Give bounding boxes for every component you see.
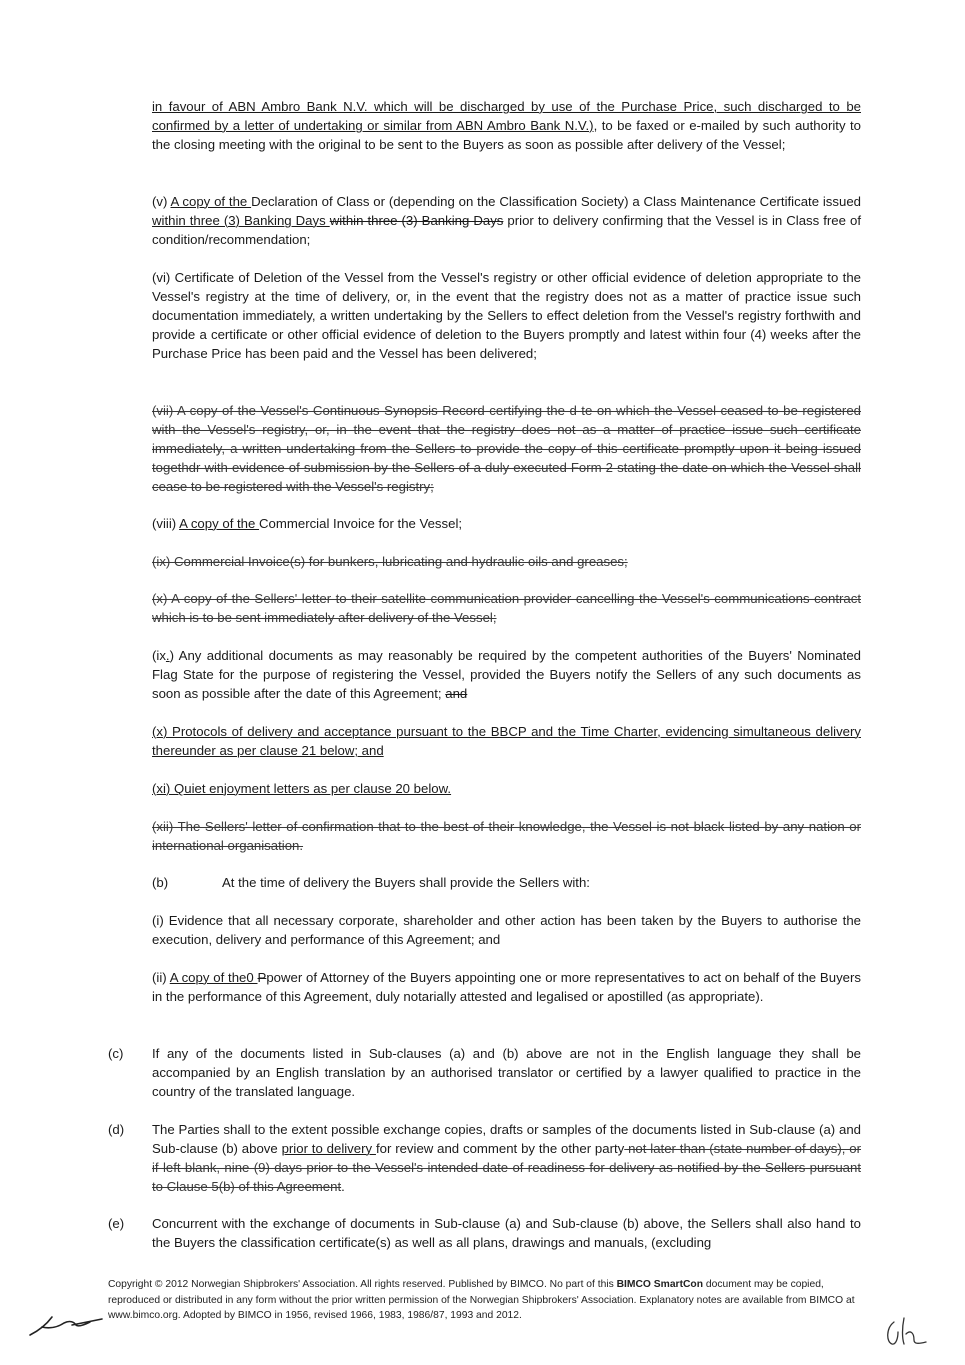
clause-label-b: (b) <box>152 875 169 890</box>
inserted-text: A copy of the <box>170 194 252 209</box>
paragraph-item-ix-deleted: (ix) Commercial Invoice(s) for bunkers, lubricating and hydraulic oils and greases; <box>152 554 628 569</box>
inserted-text: within three (3) Banking Days <box>152 213 330 228</box>
deleted-text: within three (3) Banking Days <box>329 213 504 228</box>
initials-right <box>882 1312 932 1352</box>
paragraph-item-vi: (vi) Certificate of Deletion of the Vessel from the Vessel's registry or other official evidence of deletion appropriate to the Vessel's registry at the time of delivery, or, in the event that the registry does not as a matter of practice issue such documentation immediately, a written undertaking by the Sellers to effect deletion from the Vessel's registry forthwith and provide a certificate or other official evidence of deletion to the Buyers promptly and latest within four (4) weeks after the Purchase Price has been paid and the Vessel has been delivered; <box>152 270 861 361</box>
inserted-text: A copy of the0 <box>169 970 258 985</box>
paragraph-text: prior to delivery confirming that the Vessel is in Class free of condition/recommendation; <box>152 213 861 247</box>
signature-left <box>28 1305 106 1341</box>
paragraph-text: power of Attorney of the Buyers appointing one or more representatives to act on behalf of the Buyers in the performance of this Agreement, duly notarially attested and legalised or apostilled (as appropriate). <box>152 970 861 1004</box>
item-number: (ix <box>152 648 166 663</box>
item-number: (v) <box>152 194 171 209</box>
paragraph-item-ix <box>152 646 861 703</box>
inserted-text: A copy of the <box>179 516 260 531</box>
paragraph-item-xi-inserted: (xi) Quiet enjoyment letters as per clause 20 below. <box>152 781 452 796</box>
paragraph-item-viii <box>152 514 861 533</box>
clause-label-e: (e) <box>108 1216 125 1231</box>
inserted-text: prior to delivery <box>281 1141 376 1156</box>
copyright-footer <box>108 1277 868 1324</box>
paragraph-item-xii-deleted: (xii) The Sellers' letter of confirmation that to the best of their knowledge, the Vessel is not black listed by any nation or international organisation. <box>152 819 861 853</box>
paragraph-item-x-deleted: (x) A copy of the Sellers' letter to their satellite communication provider cancelling the Vessel's communications contract which is to be sent immediately after delivery of the Vessel; <box>152 591 861 625</box>
paragraph-item-x-inserted: (x) Protocols of delivery and acceptance pursuant to the BBCP and the Time Charter, evidencing simultaneous delivery thereunder as per clause 21 below; and <box>152 724 861 758</box>
footer-brand: BIMCO SmartCon <box>616 1279 704 1290</box>
paragraph-text: for review and comment by the other party <box>375 1141 625 1156</box>
paragraph-continuation <box>152 97 861 154</box>
clause-label-c: (c) <box>108 1046 124 1061</box>
paragraph-text: Commercial Invoice for the Vessel; <box>259 516 463 531</box>
paragraph-text: Declaration of Class or (depending on the Classification Society) a Class Maintenance Certificate issued <box>251 194 861 209</box>
clause-e-text: Concurrent with the exchange of documents in Sub-clause (a) and Sub-clause (b) above, the Sellers shall also hand to the Buyers the classification certificate(s) as well as all plans, drawings and manuals, (excluding <box>152 1216 861 1250</box>
paragraph-b-i: (i) Evidence that all necessary corporate, shareholder and other action has been taken by the Buyers to authorise the execution, delivery and performance of this Agreement; and <box>152 913 861 947</box>
paragraph-text: The Parties shall to the extent possible exchange copies, drafts or samples of the documents listed in Sub-clause (a) and Sub-clause (b) above <box>152 1122 861 1156</box>
footer-text: document may be copied, reproduced or distributed in any form without the prior written permission of the Norwegian Shipbrokers' Association. Explanatory notes are available from BIMCO at www.bimco.org. Adopted by BIMCO in 1956, revised 1966, 1983, 1986/87, 1993 and 2012. <box>108 1279 855 1322</box>
paragraph-text: , to be faxed or e-mailed by such authority to the closing meeting with the original to be sent to the Buyers as soon as possible after delivery of the Vessel; <box>152 118 861 152</box>
footer-text: Copyright © 2012 Norwegian Shipbrokers' Association. All rights reserved. Published by BIMCO. No part of this <box>108 1279 617 1290</box>
clause-d-text <box>152 1120 861 1196</box>
item-number: (viii) <box>152 516 180 531</box>
paragraph-item-v <box>152 192 861 249</box>
inserted-text: in favour of ABN Ambro Bank N.V. which will be discharged by use of the Purchase Price, such discharged to be confirmed by a letter of undertaking or similar from ABN Ambro Bank N.V.) <box>152 99 861 133</box>
item-number: (ii) <box>152 970 170 985</box>
deleted-text: P <box>257 970 267 985</box>
paragraph-item-vii-deleted: (vii) A copy of the Vessel's Continuous Synopsis Record certifying the d te on which the Vessel ceased to be registered with the Vessel's registry, or, in the event that the registry does not as a matter of practice issue such certificate immediately, a written undertaking from the Sellers to provide the copy of this certificate promptly upon it being issued togethdr with evidence of submission by the Sellers of a duly executed Form 2 stating the date on which the Vessel shall cease to be registered with the Vessel's registry; <box>152 403 861 494</box>
paragraph-b-ii <box>152 968 861 1006</box>
deleted-text: and <box>445 686 468 701</box>
clause-label-d: (d) <box>108 1122 125 1137</box>
paragraph-text: ) Any additional documents as may reasonably be required by the competent authorities of the Buyers' Nominated Flag State for the purpose of registering the Vessel, provided the Buyers notify the Sellers of any such documents as soon as possible after the date of this Agreement; <box>152 648 861 701</box>
inserted-text: . <box>165 648 170 663</box>
deleted-text: not later than (state number of days), or if left blank, nine (9) days prior to the Vessel's intended date of readiness for delivery as notified by the Sellers pursuant to Clause 5(b) of this Agreement <box>152 1141 862 1194</box>
clause-b-text: At the time of delivery the Buyers shall provide the Sellers with: <box>222 875 590 890</box>
clause-c-text: If any of the documents listed in Sub-clauses (a) and (b) above are not in the English language they shall be accompanied by an English translation by an authorised translator or certified by a lawyer qualified to practice in the country of the translated language. <box>152 1046 861 1099</box>
paragraph-text: . <box>341 1179 345 1194</box>
